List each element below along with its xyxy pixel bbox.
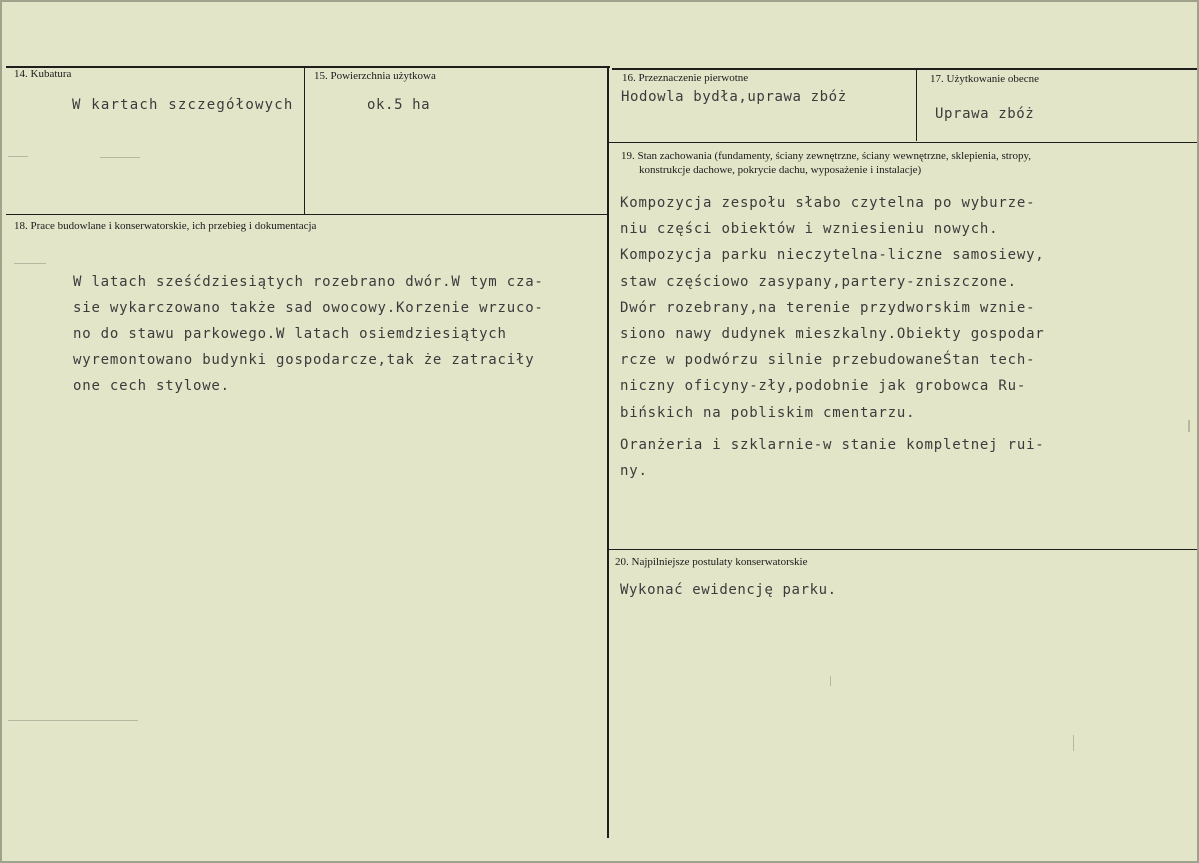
field-20-value: Wykonać ewidencję parku. [620, 582, 837, 598]
field-20-label: 20. Najpilniejsze postulaty konserwatorskie [615, 556, 808, 568]
field-19-label-line2: konstrukcje dachowe, pokrycie dachu, wyposażenie i instalacje) [639, 164, 922, 176]
scan-mark [8, 720, 138, 721]
field-19-text-block2 [620, 432, 1045, 484]
separator-above-18 [6, 214, 609, 215]
field-19-line: niczny oficyny-zły,podobnie jak grobowca Ru- [620, 378, 1027, 395]
field-19-line: staw częściowo zasypany,partery-zniszczone. [620, 273, 1017, 290]
field-19-line: Kompozycja parku nieczytelna-liczne samosiewy, [620, 247, 1045, 264]
field-18-text [73, 269, 544, 399]
field-19-line: ny. [620, 463, 648, 480]
field-18-label: 18. Prace budowlane i konserwatorskie, ich przebieg i dokumentacja [14, 220, 317, 232]
center-divider [607, 68, 609, 838]
field-17-value: Uprawa zbóż [935, 106, 1035, 122]
scan-mark [8, 156, 28, 157]
field-19-label-line1: 19. Stan zachowania (fundamenty, ściany zewnętrzne, ściany wewnętrzne, sklepienia, stropy, [621, 150, 1032, 162]
field-18-line: W latach sześćdziesiątych rozebrano dwór.W tym cza- [73, 274, 544, 290]
field-19-line: Dwór rozebrany,na terenie przydworskim wznie- [620, 299, 1036, 316]
divider-16-17 [916, 69, 917, 141]
scan-mark [1073, 735, 1074, 751]
field-18-line: no do stawu parkowego.W latach osiemdziesiątych [73, 326, 507, 342]
field-19-line: Oranżeria i szklarnie-w stanie kompletnej rui- [620, 437, 1045, 453]
field-15-label: 15. Powierzchnia użytkowa [314, 70, 436, 82]
scan-mark [1188, 420, 1190, 432]
field-16-value: Hodowla bydła,uprawa zbóż [621, 89, 847, 105]
right-panel-top-border [612, 68, 1197, 70]
field-18-line: wyremontowano budynki gospodarcze,tak że zatraciły [73, 352, 535, 368]
field-16-label: 16. Przeznaczenie pierwotne [622, 72, 749, 84]
separator-above-19 [609, 142, 1197, 143]
field-14-value: W kartach szczegółowych [72, 97, 294, 113]
field-17-label: 17. Użytkowanie obecne [930, 73, 1040, 85]
field-19-text-block1 [620, 190, 1045, 426]
field-15-value: ok.5 ha [367, 97, 431, 113]
field-19-line: Kompozycja zespołu słabo czytelna po wyburze- [620, 195, 1036, 211]
field-19-line: niu części obiektów i wzniesieniu nowych. [620, 221, 999, 238]
scan-mark [100, 157, 140, 158]
scan-mark [830, 676, 831, 686]
field-19-line: rcze w podwórzu silnie przebudowaneŚtan tech- [620, 352, 1036, 369]
field-18-line: sie wykarczowano także sad owocowy.Korzenie wrzuco- [73, 300, 544, 316]
scan-mark [14, 263, 46, 264]
field-18-line: one cech stylowe. [73, 378, 230, 394]
field-14-label: 14. Kubatura [14, 68, 72, 80]
separator-above-20 [609, 549, 1197, 550]
left-panel-top-border [6, 66, 610, 68]
field-19-line: siono nawy dudynek mieszkalny.Obiekty gospodar [620, 326, 1045, 343]
field-19-line: bińskich na pobliskim cmentarzu. [620, 404, 916, 421]
divider-14-15 [304, 67, 305, 215]
